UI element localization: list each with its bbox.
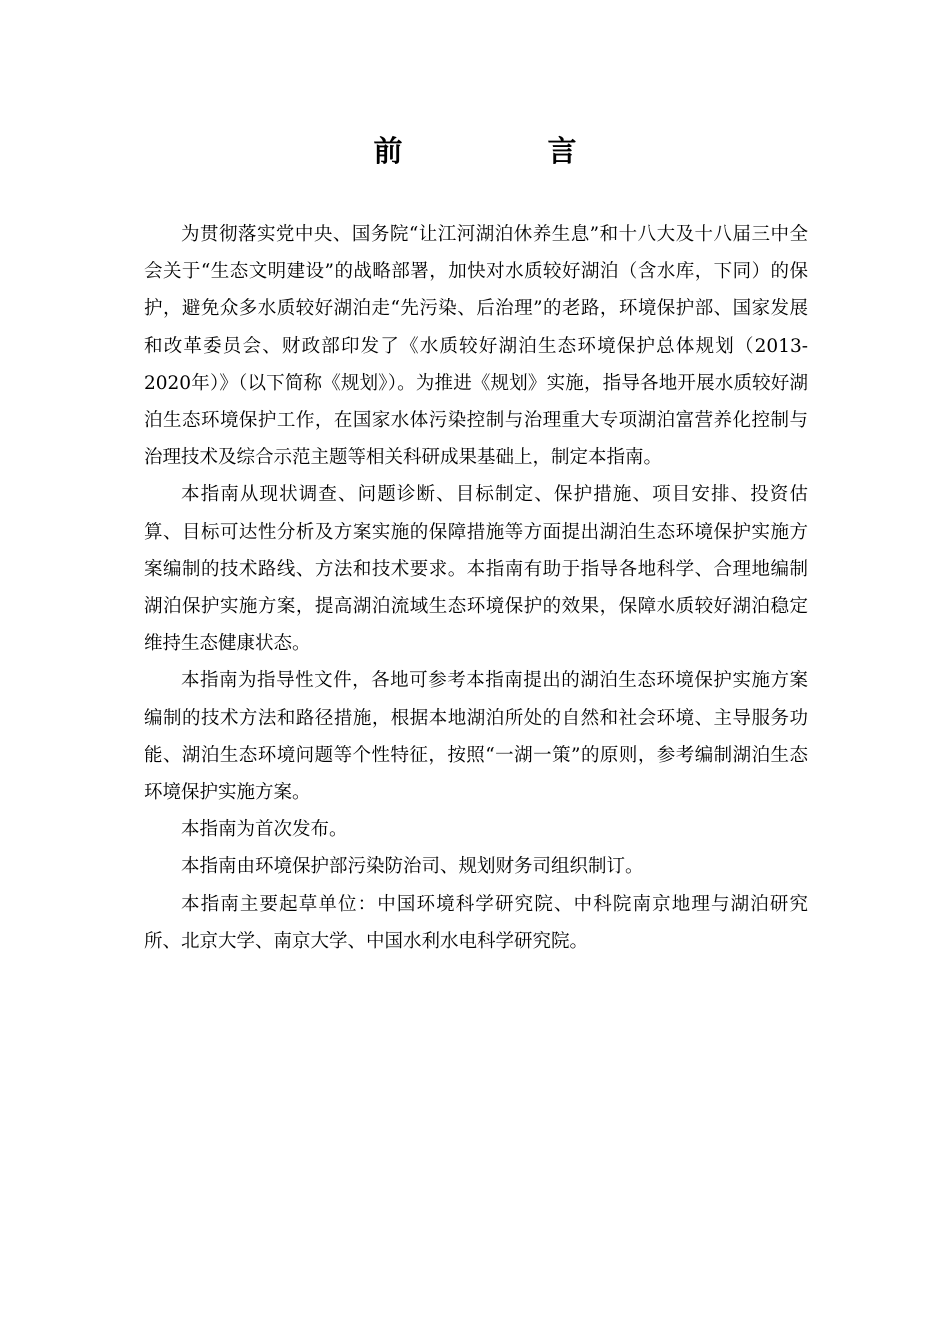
paragraph-scope: 本指南从现状调查、问题诊断、目标制定、保护措施、项目安排、投资估算、目标可达性分析及方案实施的保障措施等方面提出湖泊生态环境保护实施方案编制的技术路线、方法和技术要求。本指南有助于指导各地科学、合理地编制湖泊保护实施方案，提高湖泊流域生态环境保护的效果，保障水质较好湖泊稳定维持生态健康状态。 (144, 484, 808, 655)
paragraph-guidance-nature: 本指南为指导性文件，各地可参考本指南提出的湖泊生态环境保护实施方案编制的技术方法和路径措施，根据本地湖泊所处的自然和社会环境、主导服务功能、湖泊生态环境问题等个性特征，按照“一湖一策”的原则，参考编制湖泊生态环境保护实施方案。 (144, 670, 808, 804)
paragraph-organizer: 本指南由环境保护部污染防治司、规划财务司组织制订。 (181, 856, 644, 878)
page-title: 前 言 (373, 134, 635, 168)
preface-body (144, 216, 808, 960)
paragraph-first-release: 本指南为首次发布。 (181, 819, 348, 841)
paragraph-purpose: 为贯彻落实党中央、国务院“让江河湖泊休养生息”和十八大及十八届三中全会关于“生态文明建设”的战略部署，加快对水质较好湖泊（含水库，下同）的保护，避免众多水质较好湖泊走“先污染、后治理”的老路，环境保护部、国家发展和改革委员会、财政部印发了《水质较好湖泊生态环境保护总体规划（2013-2020年）》（以下简称《规划》）。为推进《规划》实施，指导各地开展水质较好湖泊生态环境保护工作，在国家水体污染控制与治理重大专项湖泊富营养化控制与治理技术及综合示范主题等相关科研成果基础上，制定本指南。 (144, 224, 808, 469)
paragraph-drafting-units: 本指南主要起草单位：中国环境科学研究院、中科院南京地理与湖泊研究所、北京大学、南京大学、中国水利水电科学研究院。 (144, 893, 808, 952)
